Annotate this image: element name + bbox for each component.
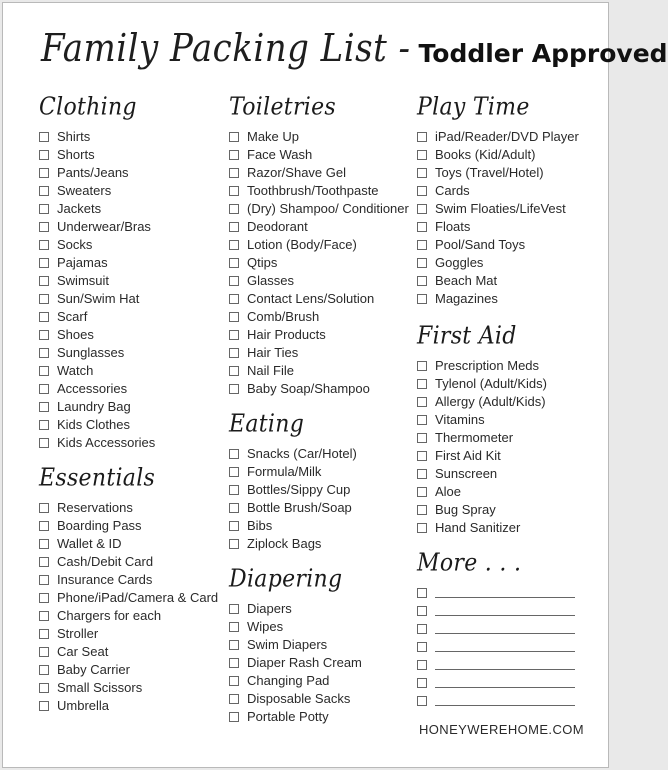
checklist-item-label: Pants/Jeans <box>57 165 129 180</box>
section-title-eating: Eating <box>229 410 305 439</box>
checklist-item-label: First Aid Kit <box>435 448 501 463</box>
checklist-item-label: Changing Pad <box>247 673 330 688</box>
checklist-item-label: Floats <box>435 219 471 234</box>
section-title-more: More . . . <box>417 549 522 578</box>
checklist-item-label: Contact Lens/Solution <box>247 291 375 306</box>
blank-list-item <box>417 674 607 692</box>
checklist-item-label: Hair Ties <box>247 345 299 360</box>
checklist-item-label: Watch <box>57 363 94 378</box>
checkbox[interactable] <box>39 330 49 340</box>
checklist-item-label: Toys (Travel/Hotel) <box>435 165 544 180</box>
checklist-item-label: Wipes <box>247 619 284 634</box>
checkbox[interactable] <box>417 487 427 497</box>
checkbox[interactable] <box>229 640 239 650</box>
checklist-item <box>417 182 607 200</box>
checklist-item <box>229 254 419 272</box>
play-time-list <box>417 128 607 308</box>
checklist-item <box>229 535 419 553</box>
checkbox[interactable] <box>229 503 239 513</box>
checklist-item-label: Razor/Shave Gel <box>247 165 346 180</box>
checkbox[interactable] <box>229 449 239 459</box>
checkbox[interactable] <box>229 539 239 549</box>
checkbox[interactable] <box>229 604 239 614</box>
checklist-item-label: Jackets <box>57 201 102 216</box>
checklist-item-label: Face Wash <box>247 147 313 162</box>
checkbox[interactable] <box>417 642 427 652</box>
checklist-item-label: Vitamins <box>435 412 485 427</box>
checklist-item <box>229 690 419 708</box>
checkbox[interactable] <box>39 150 49 160</box>
page-title <box>41 26 668 83</box>
blank-list-item <box>417 638 607 656</box>
checklist-item-label: Tylenol (Adult/Kids) <box>435 376 547 391</box>
checklist-item-label: Glasses <box>247 273 294 288</box>
checklist-item-label: Shorts <box>57 147 95 162</box>
checkbox[interactable] <box>229 150 239 160</box>
checkbox[interactable] <box>39 276 49 286</box>
checklist-item <box>229 380 419 398</box>
checkbox[interactable] <box>229 366 239 376</box>
checkbox[interactable] <box>39 384 49 394</box>
checkbox[interactable] <box>39 521 49 531</box>
checkbox[interactable] <box>39 294 49 304</box>
checklist-item <box>39 434 229 452</box>
checklist-item-label: Pajamas <box>57 255 108 270</box>
blank-list-item <box>417 692 607 710</box>
checklist-item-label: Hand Sanitizer <box>435 520 521 535</box>
checkbox[interactable] <box>39 312 49 322</box>
checklist-item-label: Cards <box>435 183 470 198</box>
checklist-item <box>229 272 419 290</box>
checklist-item <box>39 416 229 434</box>
section-title-play-time: Play Time <box>417 93 530 122</box>
checkbox[interactable] <box>229 240 239 250</box>
checkbox[interactable] <box>229 186 239 196</box>
checklist-item-label: Small Scissors <box>57 680 143 695</box>
checkbox[interactable] <box>417 276 427 286</box>
checklist-item-label: Sunscreen <box>435 466 498 481</box>
checklist-item-label: Books (Kid/Adult) <box>435 147 536 162</box>
checkbox[interactable] <box>39 204 49 214</box>
checklist-item-label: Swim Floaties/LifeVest <box>435 201 566 216</box>
checkbox[interactable] <box>39 539 49 549</box>
checklist-item <box>39 236 229 254</box>
eating-list <box>229 445 419 553</box>
checklist-item-label: Hair Products <box>247 327 326 342</box>
checklist-item-label: Qtips <box>247 255 278 270</box>
checkbox[interactable] <box>39 575 49 585</box>
checkbox[interactable] <box>39 683 49 693</box>
checklist-item <box>417 254 607 272</box>
more-blank-list <box>417 584 607 710</box>
checkbox[interactable] <box>39 438 49 448</box>
checklist-item-label: Deodorant <box>247 219 308 234</box>
checklist-item-label: Toothbrush/Toothpaste <box>247 183 379 198</box>
checklist-item-label: Cash/Debit Card <box>57 554 154 569</box>
checklist-item <box>39 326 229 344</box>
checklist-item <box>417 164 607 182</box>
checklist-item-label: Formula/Milk <box>247 464 322 479</box>
write-in-line[interactable] <box>435 687 575 688</box>
checklist-item-label: Sun/Swim Hat <box>57 291 140 306</box>
checklist-item-label: Bottles/Sippy Cup <box>247 482 351 497</box>
checkbox[interactable] <box>229 467 239 477</box>
checklist-item <box>417 357 607 375</box>
checklist-item <box>417 218 607 236</box>
checkbox[interactable] <box>417 451 427 461</box>
checklist-item-label: Goggles <box>435 255 484 270</box>
section-title-toiletries: Toiletries <box>229 93 337 122</box>
checklist-item-label: Prescription Meds <box>435 358 540 373</box>
write-in-line[interactable] <box>435 669 575 670</box>
footer-website: HONEYWEREHOME.COM <box>419 722 584 737</box>
checklist-item <box>229 654 419 672</box>
checklist-item <box>39 380 229 398</box>
checkbox[interactable] <box>39 557 49 567</box>
checkbox[interactable] <box>417 150 427 160</box>
checkbox[interactable] <box>39 348 49 358</box>
diapering-list <box>229 600 419 726</box>
blank-list-item <box>417 602 607 620</box>
checklist-item <box>39 164 229 182</box>
checkbox[interactable] <box>417 696 427 706</box>
checklist-item-label: Umbrella <box>57 698 110 713</box>
checklist-item <box>229 517 419 535</box>
checkbox[interactable] <box>417 469 427 479</box>
checklist-item-label: Socks <box>57 237 93 252</box>
checklist-item <box>417 429 607 447</box>
checklist-item-label: (Dry) Shampoo/ Conditioner <box>247 201 409 216</box>
checklist-item <box>39 218 229 236</box>
checklist-item <box>39 643 229 661</box>
blank-list-item <box>417 656 607 674</box>
checklist-item <box>229 236 419 254</box>
checklist-item <box>417 501 607 519</box>
checkbox[interactable] <box>39 132 49 142</box>
checkbox[interactable] <box>229 258 239 268</box>
checklist-item <box>417 375 607 393</box>
checklist-item <box>229 618 419 636</box>
checklist-item-label: Thermometer <box>435 430 514 445</box>
checklist-item-label: Wallet & ID <box>57 536 122 551</box>
checklist-item-label: Sunglasses <box>57 345 125 360</box>
checklist-item <box>417 272 607 290</box>
checkbox[interactable] <box>39 503 49 513</box>
checklist-item <box>229 200 419 218</box>
checkbox[interactable] <box>229 348 239 358</box>
checkbox[interactable] <box>229 276 239 286</box>
first-aid-list <box>417 357 607 537</box>
checkbox[interactable] <box>417 379 427 389</box>
checklist-item-label: Bibs <box>247 518 273 533</box>
checklist-item-label: Lotion (Body/Face) <box>247 237 357 252</box>
checkbox[interactable] <box>229 712 239 722</box>
checkbox[interactable] <box>39 701 49 711</box>
checklist-item <box>39 362 229 380</box>
checklist-item <box>229 182 419 200</box>
checklist-item-label: Portable Potty <box>247 709 329 724</box>
checklist-item-label: Car Seat <box>57 644 109 659</box>
checkbox[interactable] <box>39 258 49 268</box>
checkbox[interactable] <box>39 222 49 232</box>
checklist-item-label: Scarf <box>57 309 88 324</box>
checkbox[interactable] <box>229 330 239 340</box>
checklist-item <box>229 708 419 726</box>
column-left <box>39 95 229 715</box>
checklist-item <box>39 517 229 535</box>
checkbox[interactable] <box>417 258 427 268</box>
checkbox[interactable] <box>39 186 49 196</box>
checklist-item-label: Insurance Cards <box>57 572 153 587</box>
checklist-item <box>229 146 419 164</box>
checklist-item-label: Accessories <box>57 381 128 396</box>
checklist-item <box>39 625 229 643</box>
column-middle <box>229 95 419 726</box>
checkbox[interactable] <box>39 665 49 675</box>
checklist-item-label: Snacks (Car/Hotel) <box>247 446 357 461</box>
checkbox[interactable] <box>417 523 427 533</box>
checklist-item <box>229 308 419 326</box>
checklist-item-label: Boarding Pass <box>57 518 142 533</box>
checklist-item-label: Kids Clothes <box>57 417 130 432</box>
checkbox[interactable] <box>39 168 49 178</box>
checkbox[interactable] <box>229 222 239 232</box>
checklist-item <box>39 499 229 517</box>
title-bold: Toddler Approved <box>418 39 668 68</box>
title-script: Family Packing List - <box>41 26 411 71</box>
checklist-item <box>229 362 419 380</box>
checklist-item-label: Sweaters <box>57 183 112 198</box>
checkbox[interactable] <box>39 629 49 639</box>
checklist-item <box>417 447 607 465</box>
checklist-item-label: Reservations <box>57 500 133 515</box>
checkbox[interactable] <box>417 415 427 425</box>
checklist-item <box>39 589 229 607</box>
write-in-line[interactable] <box>435 651 575 652</box>
checklist-item <box>39 661 229 679</box>
checkbox[interactable] <box>417 588 427 598</box>
checkbox[interactable] <box>417 204 427 214</box>
checklist-item <box>39 679 229 697</box>
checklist-item <box>39 607 229 625</box>
checklist-item <box>417 290 607 308</box>
checkbox[interactable] <box>417 186 427 196</box>
checkbox[interactable] <box>417 505 427 515</box>
checklist-item-label: Shoes <box>57 327 94 342</box>
checklist-item-label: Laundry Bag <box>57 399 131 414</box>
checklist-item <box>417 200 607 218</box>
checklist-item <box>39 146 229 164</box>
section-title-essentials: Essentials <box>39 464 156 493</box>
checkbox[interactable] <box>229 485 239 495</box>
checklist-item-label: Allergy (Adult/Kids) <box>435 394 546 409</box>
checklist-item <box>229 672 419 690</box>
checklist-item-label: Stroller <box>57 626 99 641</box>
checklist-item-label: Aloe <box>435 484 462 499</box>
checklist-item <box>39 200 229 218</box>
checkbox[interactable] <box>229 521 239 531</box>
checklist-item-label: Pool/Sand Toys <box>435 237 526 252</box>
checkbox[interactable] <box>417 240 427 250</box>
clothing-list <box>39 128 229 452</box>
checklist-item-label: Chargers for each <box>57 608 162 623</box>
checklist-item-label: Bottle Brush/Soap <box>247 500 352 515</box>
checkbox[interactable] <box>229 168 239 178</box>
checkbox[interactable] <box>417 294 427 304</box>
write-in-line[interactable] <box>435 615 575 616</box>
checklist-item <box>417 483 607 501</box>
checklist-item-label: Baby Carrier <box>57 662 130 677</box>
checklist-item <box>229 600 419 618</box>
checklist-item <box>39 535 229 553</box>
checkbox[interactable] <box>229 294 239 304</box>
checklist-item-label: Diaper Rash Cream <box>247 655 362 670</box>
write-in-line[interactable] <box>435 705 575 706</box>
checkbox[interactable] <box>229 676 239 686</box>
checkbox[interactable] <box>417 168 427 178</box>
checklist-item-label: Nail File <box>247 363 294 378</box>
section-title-clothing: Clothing <box>39 93 137 122</box>
checklist-item <box>39 272 229 290</box>
checklist-item <box>39 254 229 272</box>
checklist-item <box>229 290 419 308</box>
checklist-item <box>39 697 229 715</box>
checkbox[interactable] <box>417 660 427 670</box>
section-title-first-aid: First Aid <box>417 322 517 351</box>
checklist-item <box>39 290 229 308</box>
checklist-item <box>39 398 229 416</box>
checkbox[interactable] <box>417 606 427 616</box>
checkbox[interactable] <box>39 240 49 250</box>
checkbox[interactable] <box>417 222 427 232</box>
checkbox[interactable] <box>229 694 239 704</box>
checkbox[interactable] <box>229 384 239 394</box>
write-in-line[interactable] <box>435 597 575 598</box>
checklist-item-label: Disposable Sacks <box>247 691 351 706</box>
checklist-item <box>229 326 419 344</box>
write-in-line[interactable] <box>435 633 575 634</box>
checklist-item <box>39 344 229 362</box>
checkbox[interactable] <box>39 611 49 621</box>
checkbox[interactable] <box>417 433 427 443</box>
checkbox[interactable] <box>229 132 239 142</box>
section-title-diapering: Diapering <box>229 565 343 594</box>
checklist-item-label: Diapers <box>247 601 292 616</box>
checklist-item-label: iPad/Reader/DVD Player <box>435 129 579 144</box>
checkbox[interactable] <box>39 366 49 376</box>
checklist-item-label: Magazines <box>435 291 498 306</box>
checklist-item <box>229 164 419 182</box>
checklist-item <box>229 463 419 481</box>
checklist-item <box>417 146 607 164</box>
checkbox[interactable] <box>39 402 49 412</box>
checklist-item <box>39 553 229 571</box>
checklist-item-label: Ziplock Bags <box>247 536 322 551</box>
checklist-item-label: Underwear/Bras <box>57 219 151 234</box>
checkbox[interactable] <box>417 624 427 634</box>
checklist-item <box>417 393 607 411</box>
checkbox[interactable] <box>229 204 239 214</box>
checklist-item <box>39 571 229 589</box>
blank-list-item <box>417 584 607 602</box>
checkbox[interactable] <box>229 658 239 668</box>
checklist-item-label: Make Up <box>247 129 300 144</box>
checklist-item <box>229 218 419 236</box>
checklist-item <box>39 182 229 200</box>
checkbox[interactable] <box>417 397 427 407</box>
checkbox[interactable] <box>417 678 427 688</box>
checklist-item <box>229 445 419 463</box>
column-right <box>417 95 607 710</box>
checklist-item <box>229 128 419 146</box>
checklist-item-label: Comb/Brush <box>247 309 320 324</box>
toiletries-list <box>229 128 419 398</box>
checkbox[interactable] <box>229 622 239 632</box>
checklist-item-label: Bug Spray <box>435 502 496 517</box>
checklist-item-label: Swimsuit <box>57 273 110 288</box>
checklist-item-label: Shirts <box>57 129 91 144</box>
checkbox[interactable] <box>39 647 49 657</box>
checklist-item-label: Phone/iPad/Camera & Card <box>57 590 219 605</box>
packing-list-page <box>2 2 668 768</box>
checklist-item-label: Kids Accessories <box>57 435 156 450</box>
checklist-item <box>229 636 419 654</box>
checklist-item <box>39 128 229 146</box>
checkbox[interactable] <box>417 132 427 142</box>
checklist-item <box>417 411 607 429</box>
checklist-item-label: Baby Soap/Shampoo <box>247 381 370 396</box>
checklist-item <box>229 481 419 499</box>
checklist-item <box>39 308 229 326</box>
checkbox[interactable] <box>417 361 427 371</box>
checklist-item <box>417 465 607 483</box>
checkbox[interactable] <box>39 593 49 603</box>
checklist-item <box>229 344 419 362</box>
checkbox[interactable] <box>229 312 239 322</box>
essentials-list <box>39 499 229 715</box>
checklist-item-label: Swim Diapers <box>247 637 328 652</box>
checklist-item <box>229 499 419 517</box>
blank-list-item <box>417 620 607 638</box>
checkbox[interactable] <box>39 420 49 430</box>
checklist-item <box>417 519 607 537</box>
checklist-item-label: Beach Mat <box>435 273 498 288</box>
checklist-item <box>417 236 607 254</box>
checklist-item <box>417 128 607 146</box>
